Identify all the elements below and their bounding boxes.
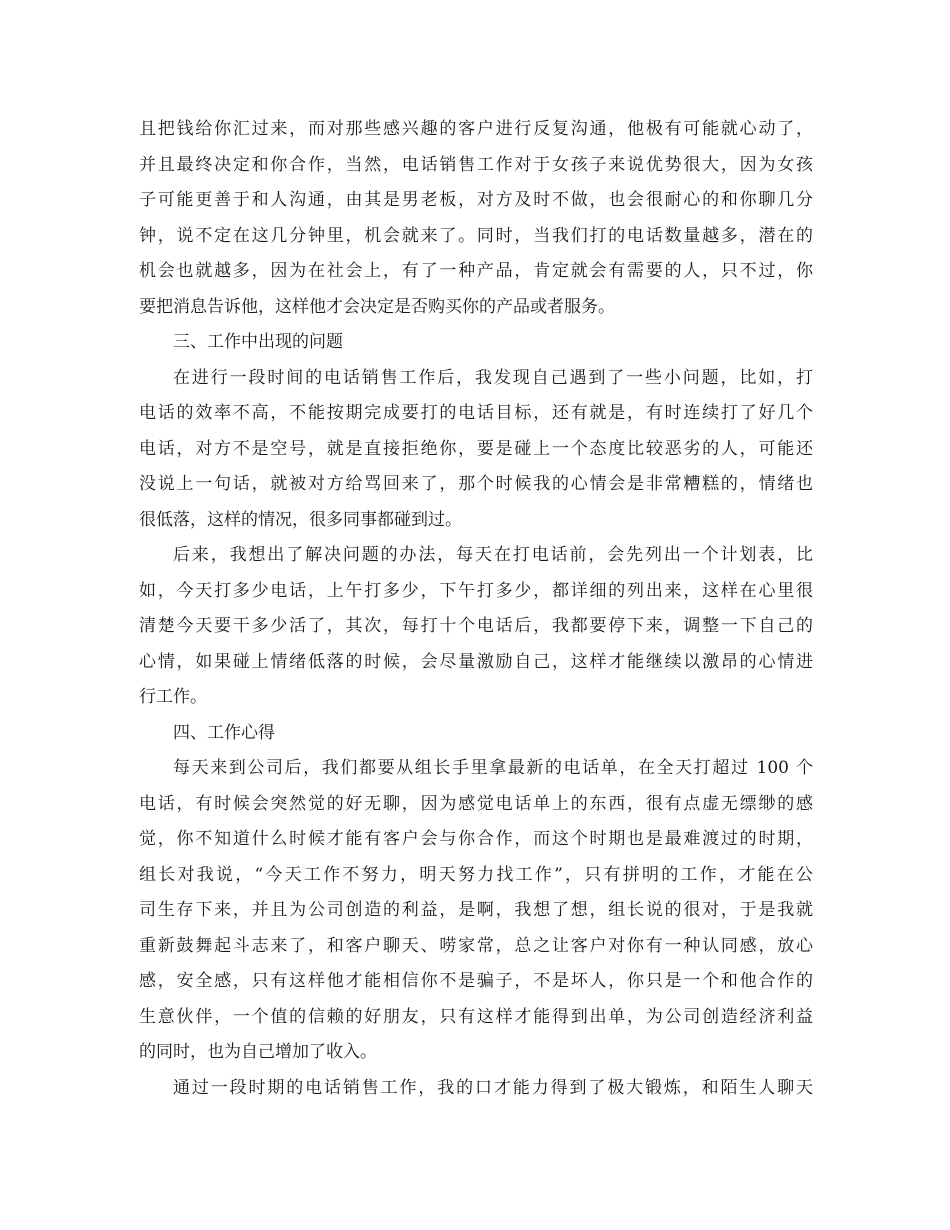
paragraph-line: 电话的效率不高，不能按期完成要打的电话目标，还有就是，有时连续打了好几个 [139, 403, 813, 423]
paragraph-line: 感，安全感，只有这样他才能相信你不是骗子，不是坏人，你只是一个和他合作的 [139, 971, 813, 991]
paragraph-line: 且把钱给你汇过来，而对那些感兴趣的客户进行反复沟通，他极有可能就心动了， [139, 119, 813, 139]
paragraph-line: 钟，说不定在这几分钟里，机会就来了。同时，当我们打的电话数量越多，潜在的 [139, 225, 813, 246]
document-body [139, 112, 813, 1106]
paragraph-line: 如，今天打多少电话，上午打多少，下午打多少，都详细的列出来，这样在心里很 [139, 580, 813, 601]
paragraph-line: 电话，有时候会突然觉的好无聊，因为感觉电话单上的东西，很有点虚无缥缈的感 [139, 793, 813, 814]
paragraph-line: 组长对我说，“今天工作不努力，明天努力找工作”，只有拼明的工作，才能在公 [139, 864, 813, 885]
paragraph-line-end: 要把消息告诉他，这样他才会决定是否购买你的产品或者服务。 [139, 296, 615, 317]
section-heading: 四、工作心得 [173, 722, 275, 743]
paragraph-first-line: 每天来到公司后，我们都要从组长手里拿最新的电话单，在全天打超过 100 个 [173, 758, 813, 778]
paragraph-line-end: 行工作。 [139, 687, 207, 707]
paragraph-line-end: 的同时，也为自己增加了收入。 [139, 1042, 377, 1062]
paragraph-line: 子可能更善于和人沟通，由其是男老板，对方及时不做，也会很耐心的和你聊几分 [139, 190, 813, 210]
paragraph-line-end: 很低落，这样的情况，很多同事都碰到过。 [139, 509, 462, 530]
paragraph-line: 重新鼓舞起斗志来了，和客户聊天、唠家常，总之让客户对你有一种认同感，放心 [139, 935, 813, 956]
paragraph-line: 并且最终决定和你合作，当然，电话销售工作对于女孩子来说优势很大，因为女孩 [139, 154, 813, 175]
paragraph-line: 没说上一句话，就被对方给骂回来了，那个时候我的心情会是非常糟糕的，情绪也 [139, 474, 813, 494]
paragraph-first-line: 通过一段时期的电话销售工作，我的口才能力得到了极大锻炼，和陌生人聊天 [173, 1077, 813, 1098]
paragraph-first-line: 后来，我想出了解决问题的办法，每天在打电话前，会先列出一个计划表，比 [173, 545, 813, 565]
paragraph-line: 电话，对方不是空号，就是直接拒绝你，要是碰上一个态度比较恶劣的人，可能还 [139, 438, 813, 459]
paragraph-line: 司生存下来，并且为公司创造的利益，是啊，我想了想，组长说的很对，于是我就 [139, 900, 813, 920]
section-heading: 三、工作中出现的问题 [173, 332, 343, 352]
paragraph-line: 清楚今天要干多少活了，其次，每打十个电话后，我都要停下来，调整一下自己的 [139, 616, 813, 636]
paragraph-line: 机会也就越多，因为在社会上，有了一种产品，肯定就会有需要的人，只不过，你 [139, 261, 813, 281]
paragraph-line: 生意伙伴，一个值的信赖的好朋友，只有这样才能得到出单，为公司创造经济利益 [139, 1006, 813, 1027]
paragraph-first-line: 在进行一段时间的电话销售工作后，我发现自己遇到了一些小问题，比如，打 [173, 367, 813, 388]
paragraph-line: 心情，如果碰上情绪低落的时候，会尽量激励自己，这样才能继续以激昂的心情进 [139, 651, 813, 672]
paragraph-line: 觉，你不知道什么时候才能有客户会与你合作，而这个时期也是最难渡过的时期， [139, 829, 813, 849]
